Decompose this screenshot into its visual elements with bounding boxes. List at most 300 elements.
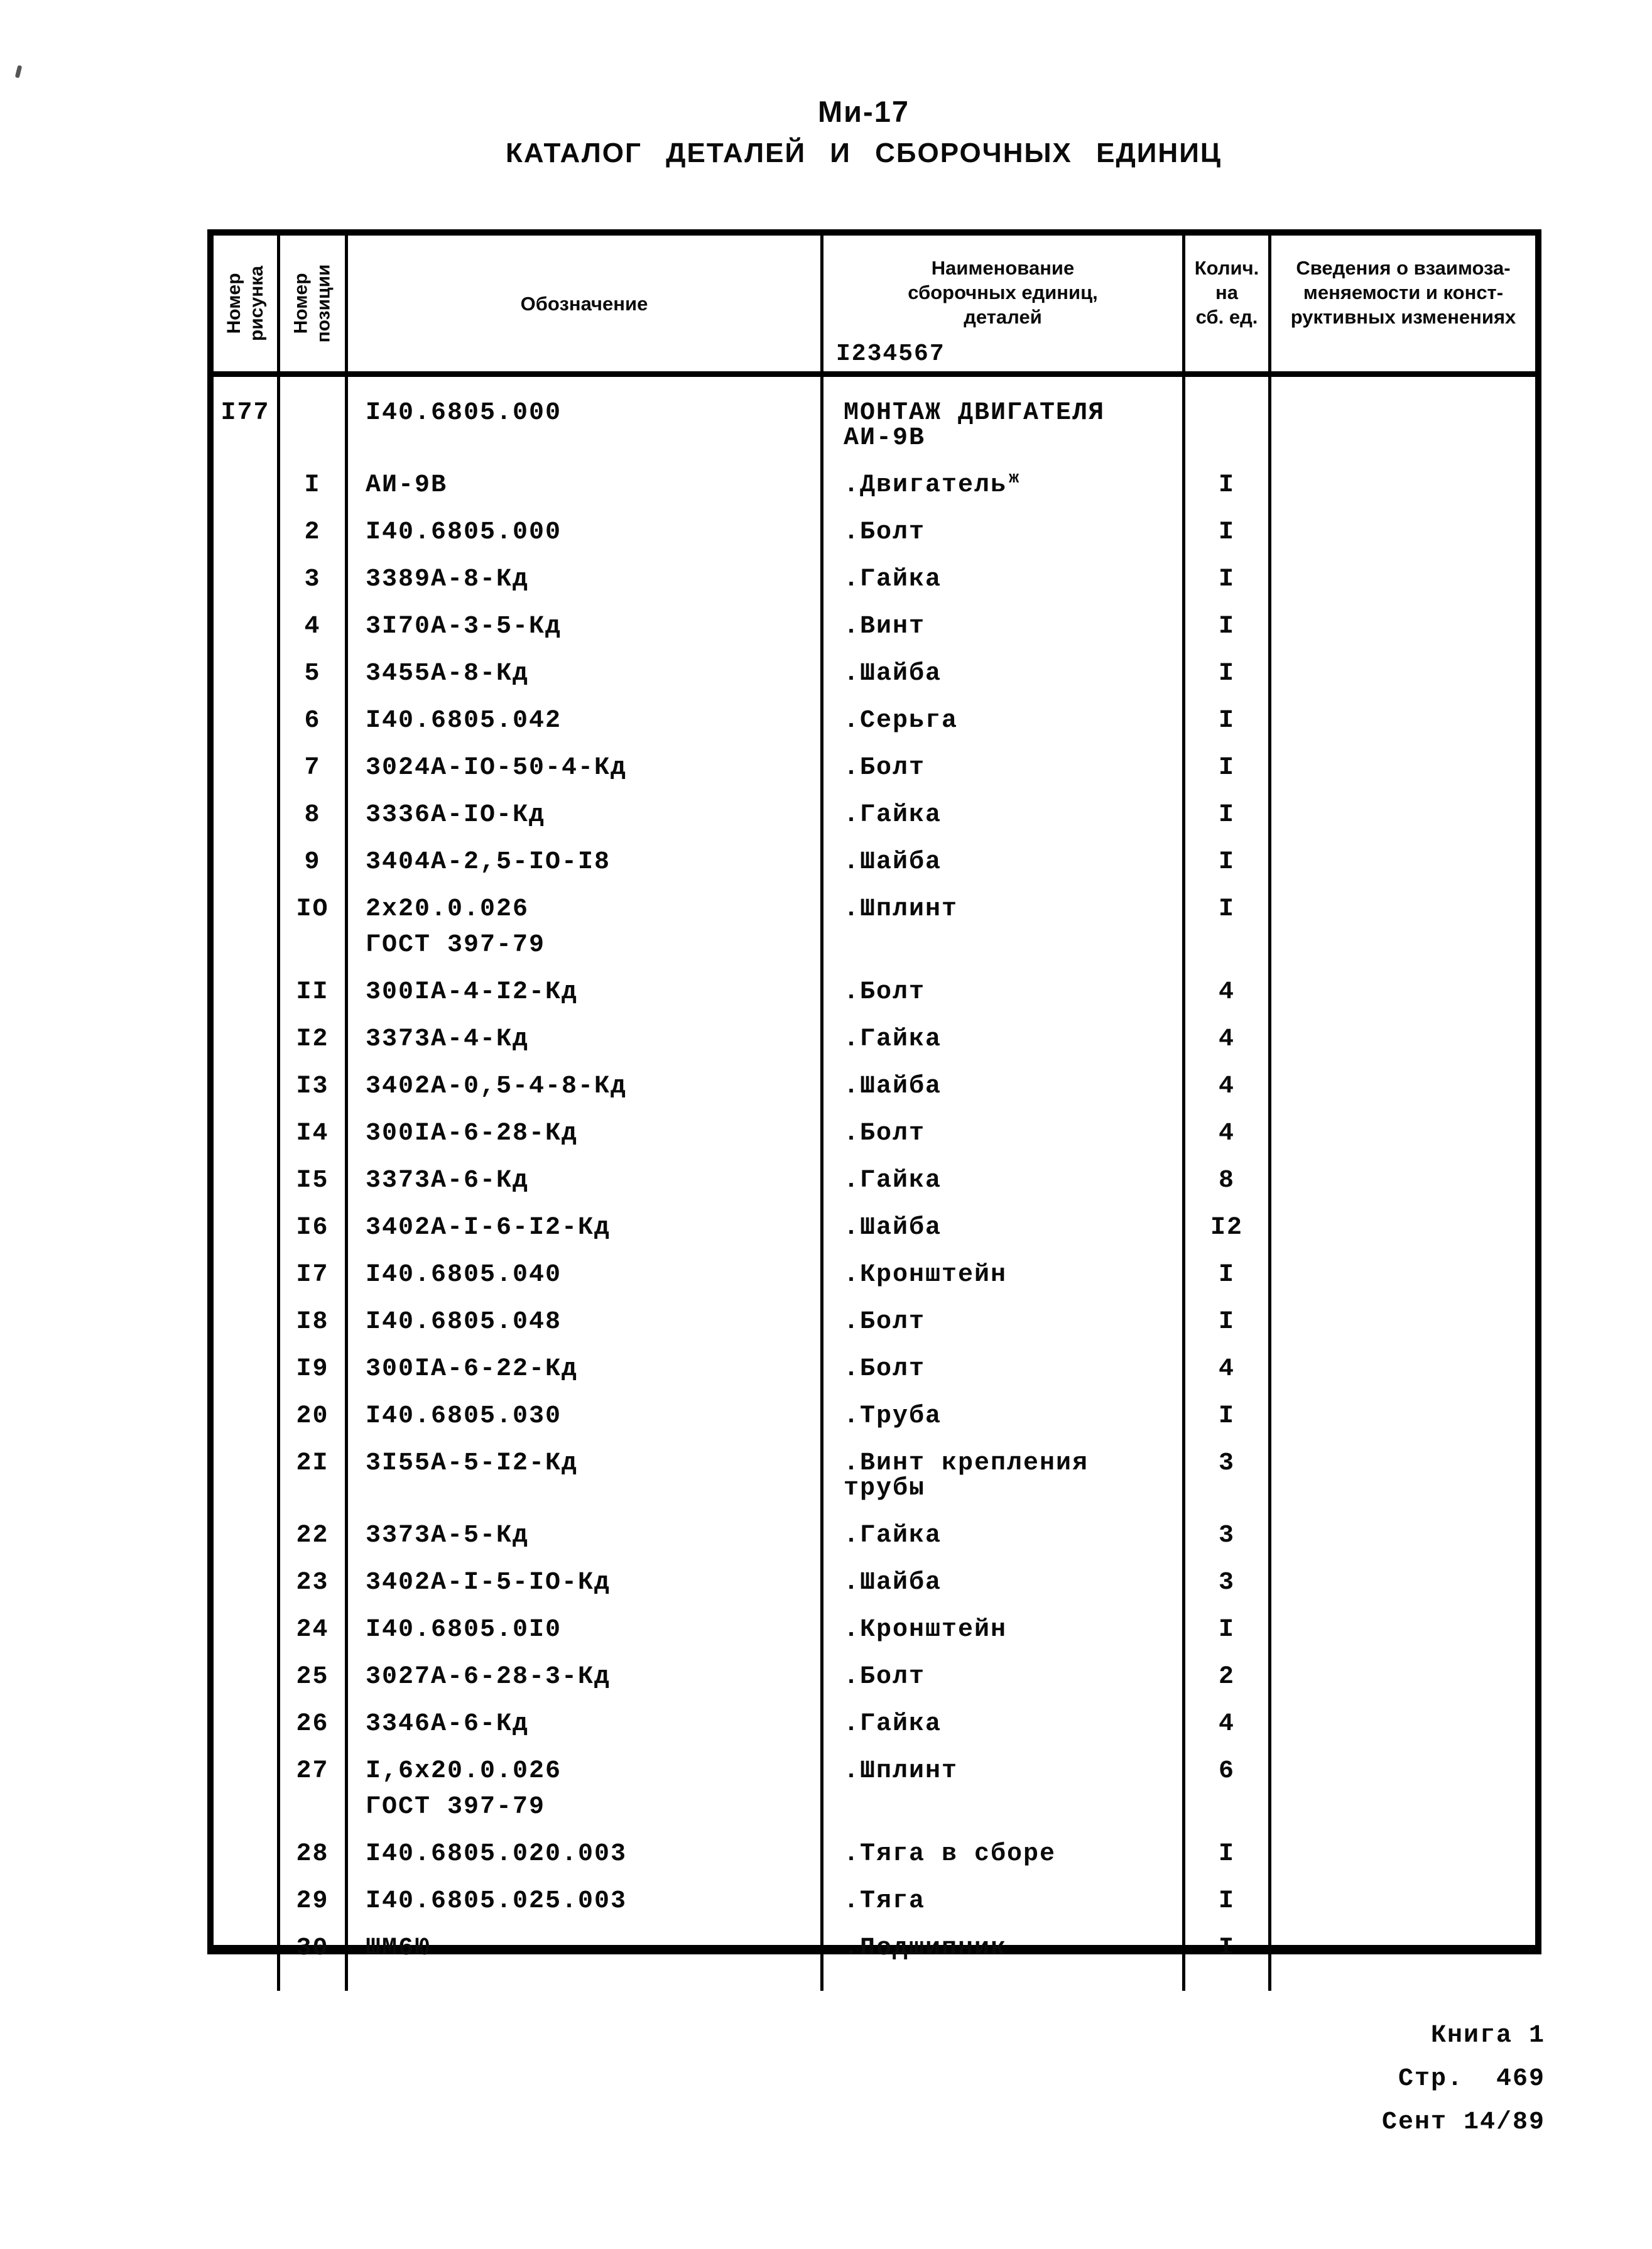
designation-cell [348, 792, 823, 839]
designation-cell [348, 1346, 823, 1393]
figure-cell [214, 1346, 280, 1393]
quantity-cell: I [1185, 1606, 1271, 1653]
figure-cell [214, 744, 280, 792]
figure-cell [214, 1016, 280, 1063]
figure-cell [214, 886, 280, 969]
notes-cell [1271, 697, 1535, 744]
header-figure-number [214, 236, 280, 371]
table-row [214, 509, 1535, 556]
designation-line1: 300IА-6-22-Кд [366, 1355, 579, 1383]
figure-cell [214, 1157, 280, 1204]
designation-line1: I40.6805.030 [366, 1402, 562, 1430]
position-cell: I [280, 462, 348, 509]
designation-cell [348, 1925, 823, 1972]
position-cell: IO [280, 886, 348, 969]
position-cell: 26 [280, 1701, 348, 1748]
notes-cell [1271, 886, 1535, 969]
position-cell: I4 [280, 1110, 348, 1157]
part-name: .Гайка [844, 1522, 942, 1550]
designation-line1: 2x20.0.026 [366, 895, 530, 923]
table-row [214, 886, 1535, 969]
position-cell: I8 [280, 1299, 348, 1346]
part-name: .Шплинт [844, 895, 959, 923]
position-cell: II [280, 969, 348, 1016]
notes-cell [1271, 1299, 1535, 1346]
scan-artifact [15, 65, 23, 78]
designation-line1: 300IА-6-28-Кд [366, 1119, 579, 1148]
quantity-cell: I [1185, 603, 1271, 650]
table-row [214, 1016, 1535, 1063]
figure-cell [214, 1299, 280, 1346]
designation-cell [348, 1157, 823, 1204]
quantity-cell: 8 [1185, 1157, 1271, 1204]
notes-cell [1271, 1701, 1535, 1748]
name-cell [823, 1393, 1185, 1440]
header-notes-line2: меняемости и конст- [1303, 281, 1504, 303]
table-row [214, 650, 1535, 697]
header-name-line1: Наименование [931, 257, 1075, 279]
designation-cell [348, 1440, 823, 1512]
part-name: .Шайба [844, 1072, 942, 1101]
header-designation-label: Обозначение [520, 292, 648, 315]
table-row [214, 1878, 1535, 1925]
designation-cell [348, 650, 823, 697]
part-name: .Кронштейн [844, 1261, 1008, 1289]
part-name: .Двигатель [844, 471, 1008, 499]
designation-cell [348, 1606, 823, 1653]
name-cell [823, 1512, 1185, 1559]
designation-line1: 3389А-8-Кд [366, 565, 530, 594]
name-cell [823, 1016, 1185, 1063]
designation-line2-gost: ГОСТ 397-79 [366, 931, 546, 959]
table-header-row [214, 236, 1535, 377]
position-cell: 5 [280, 650, 348, 697]
designation-line1: I40.6805.000 [366, 399, 562, 427]
designation-cell [348, 1063, 823, 1110]
figure-cell [214, 1653, 280, 1701]
header-name-column-ruler: I234567 [836, 340, 945, 368]
notes-cell [1271, 1016, 1535, 1063]
table-row [214, 1831, 1535, 1878]
quantity-cell: 4 [1185, 1346, 1271, 1393]
quantity-cell [1185, 377, 1271, 462]
notes-cell [1271, 650, 1535, 697]
name-cell [823, 377, 1185, 462]
name-cell [823, 1204, 1185, 1251]
figure-cell [214, 1440, 280, 1512]
position-cell: I7 [280, 1251, 348, 1299]
quantity-cell: I [1185, 839, 1271, 886]
empty-cell [348, 1972, 823, 1991]
table-row [214, 1559, 1535, 1606]
header-designation [348, 236, 823, 371]
notes-cell [1271, 603, 1535, 650]
notes-cell [1271, 792, 1535, 839]
table-row [214, 744, 1535, 792]
designation-line1: I40.6805.020.003 [366, 1840, 628, 1868]
table-row [214, 1346, 1535, 1393]
notes-cell [1271, 744, 1535, 792]
designation-cell [348, 1559, 823, 1606]
name-cell [823, 1440, 1185, 1512]
designation-line1: I40.6805.040 [366, 1261, 562, 1289]
table-row [214, 1512, 1535, 1559]
figure-cell [214, 1878, 280, 1925]
header-notes [1271, 236, 1535, 371]
figure-cell [214, 697, 280, 744]
header-figure-number-rotated-text [223, 266, 268, 341]
part-name: .Гайка [844, 801, 942, 829]
figure-cell [214, 1063, 280, 1110]
designation-line1: ШМ6Ю [366, 1934, 432, 1963]
designation-line1: 3024А-IO-50-4-Кд [366, 754, 628, 782]
designation-line1: 3346А-6-Кд [366, 1710, 530, 1738]
designation-line1: 3373А-4-Кд [366, 1025, 530, 1054]
part-name: .Гайка [844, 1025, 942, 1054]
part-name: .Тяга в сборе [844, 1840, 1057, 1868]
quantity-cell: 4 [1185, 969, 1271, 1016]
header-position-number [280, 236, 348, 371]
position-cell: I6 [280, 1204, 348, 1251]
table-empty-space [214, 1972, 1535, 1991]
figure-cell [214, 650, 280, 697]
table-row [214, 697, 1535, 744]
part-name: .Подшипник [844, 1934, 1008, 1963]
table-row [214, 1653, 1535, 1701]
notes-cell [1271, 462, 1535, 509]
part-name: .Винт [844, 613, 926, 641]
designation-line1: 3402А-I-6-I2-Кд [366, 1214, 611, 1242]
name-cell [823, 1653, 1185, 1701]
notes-cell [1271, 377, 1535, 462]
footer-date: Сент 14/89 [1381, 2108, 1545, 2137]
parts-table [207, 229, 1541, 1963]
designation-line1: I,6x20.0.026 [366, 1757, 562, 1785]
footer-page-number: Стр. 469 [1398, 2065, 1545, 2093]
designation-line1: 3404А-2,5-IO-I8 [366, 848, 611, 876]
figure-cell [214, 1701, 280, 1748]
notes-cell [1271, 1063, 1535, 1110]
name-cell [823, 839, 1185, 886]
header-name [823, 236, 1185, 371]
designation-line1: I40.6805.0I0 [366, 1616, 562, 1644]
table-row [214, 603, 1535, 650]
part-name: .Винт крепления трубы [844, 1449, 1089, 1503]
designation-line1: I40.6805.000 [366, 518, 562, 547]
table-row [214, 1063, 1535, 1110]
table-row [214, 839, 1535, 886]
position-cell: 22 [280, 1512, 348, 1559]
quantity-cell: I [1185, 744, 1271, 792]
part-name: .Шайба [844, 660, 942, 688]
name-cell [823, 650, 1185, 697]
name-cell [823, 556, 1185, 603]
part-name: .Болт [844, 1355, 926, 1383]
part-name: .Серьга [844, 707, 959, 735]
position-cell [280, 377, 348, 462]
quantity-cell: I2 [1185, 1204, 1271, 1251]
figure-cell [214, 1393, 280, 1440]
part-name: .Болт [844, 1308, 926, 1336]
designation-cell [348, 886, 823, 969]
quantity-cell: 4 [1185, 1016, 1271, 1063]
designation-line1: 3I70А-3-5-Кд [366, 613, 562, 641]
notes-cell [1271, 1346, 1535, 1393]
notes-cell [1271, 556, 1535, 603]
name-cell [823, 1925, 1185, 1972]
name-cell [823, 1299, 1185, 1346]
name-cell [823, 1157, 1185, 1204]
footnote-asterisk: ж [1009, 469, 1021, 488]
header-notes-line3: руктивных изменениях [1290, 306, 1516, 328]
quantity-cell: 6 [1185, 1748, 1271, 1831]
figure-cell [214, 556, 280, 603]
quantity-cell: I [1185, 1878, 1271, 1925]
notes-cell [1271, 1512, 1535, 1559]
figure-cell [214, 1606, 280, 1653]
header-name-line2: сборочных единиц, [908, 281, 1098, 303]
empty-cell [280, 1972, 348, 1991]
header-quantity-line3: сб. ед. [1195, 306, 1258, 328]
notes-cell [1271, 509, 1535, 556]
position-cell: 28 [280, 1831, 348, 1878]
figure-cell [214, 1748, 280, 1831]
notes-cell [1271, 1606, 1535, 1653]
designation-cell [348, 1299, 823, 1346]
name-cell [823, 603, 1185, 650]
position-cell: 3 [280, 556, 348, 603]
quantity-cell: I [1185, 1925, 1271, 1972]
position-cell: 30 [280, 1925, 348, 1972]
name-cell [823, 697, 1185, 744]
position-cell: 24 [280, 1606, 348, 1653]
quantity-cell: I [1185, 1299, 1271, 1346]
page-title: Ми-17 [818, 95, 910, 128]
designation-cell [348, 1204, 823, 1251]
designation-line1: АИ-9В [366, 471, 448, 499]
empty-cell [1271, 1972, 1535, 1991]
quantity-cell: 4 [1185, 1110, 1271, 1157]
position-cell: 8 [280, 792, 348, 839]
position-cell: I5 [280, 1157, 348, 1204]
name-cell [823, 1559, 1185, 1606]
notes-cell [1271, 1925, 1535, 1972]
quantity-cell: I [1185, 462, 1271, 509]
part-name: .Гайка [844, 565, 942, 594]
header-quantity-line2: на [1215, 281, 1238, 303]
designation-cell [348, 1393, 823, 1440]
part-name: .Шплинт [844, 1757, 959, 1785]
notes-cell [1271, 839, 1535, 886]
position-cell: 4 [280, 603, 348, 650]
designation-line1: 3373А-5-Кд [366, 1522, 530, 1550]
part-name: .Гайка [844, 1710, 942, 1738]
table-row [214, 1110, 1535, 1157]
notes-cell [1271, 969, 1535, 1016]
header-position-line1: Номер [290, 273, 312, 334]
position-cell: 27 [280, 1748, 348, 1831]
figure-cell [214, 839, 280, 886]
designation-cell [348, 556, 823, 603]
part-name: .Шайба [844, 1214, 942, 1242]
designation-line1: I40.6805.025.003 [366, 1887, 628, 1915]
page-subtitle: КАТАЛОГ ДЕТАЛЕЙ И СБОРОЧНЫХ ЕДИНИЦ [506, 138, 1222, 168]
quantity-cell: I [1185, 1393, 1271, 1440]
figure-cell [214, 1110, 280, 1157]
name-cell [823, 1606, 1185, 1653]
name-cell [823, 1346, 1185, 1393]
name-cell [823, 886, 1185, 969]
header-figure-line1: Номер [223, 273, 244, 334]
name-cell [823, 1748, 1185, 1831]
designation-cell [348, 1701, 823, 1748]
figure-cell [214, 1204, 280, 1251]
designation-line2-gost: ГОСТ 397-79 [366, 1793, 546, 1821]
empty-cell [1185, 1972, 1271, 1991]
table-row [214, 1440, 1535, 1512]
name-cell [823, 792, 1185, 839]
part-name: .Болт [844, 754, 926, 782]
header-position-line2: позиции [313, 264, 334, 343]
table-row [214, 1393, 1535, 1440]
table-row [214, 1748, 1535, 1831]
name-cell [823, 462, 1185, 509]
figure-cell [214, 1559, 280, 1606]
position-cell: 29 [280, 1878, 348, 1925]
notes-cell [1271, 1110, 1535, 1157]
header-notes-line1: Сведения о взаимоза- [1296, 257, 1511, 279]
position-cell: I3 [280, 1063, 348, 1110]
designation-line1: 3455А-8-Кд [366, 660, 530, 688]
name-cell [823, 969, 1185, 1016]
designation-cell [348, 1878, 823, 1925]
header-figure-line2: рисунка [246, 266, 267, 341]
figure-cell [214, 1925, 280, 1972]
designation-cell [348, 1748, 823, 1831]
figure-cell [214, 792, 280, 839]
part-name: .Шайба [844, 848, 942, 876]
quantity-cell: 3 [1185, 1559, 1271, 1606]
table-row [214, 556, 1535, 603]
designation-cell [348, 1110, 823, 1157]
notes-cell [1271, 1440, 1535, 1512]
quantity-cell: I [1185, 650, 1271, 697]
part-name: .Болт [844, 518, 926, 547]
designation-cell [348, 1831, 823, 1878]
table-row [214, 1157, 1535, 1204]
designation-cell [348, 1016, 823, 1063]
designation-cell [348, 603, 823, 650]
part-name: .Тяга [844, 1887, 926, 1915]
part-name: .Кронштейн [844, 1616, 1008, 1644]
table-body [214, 377, 1535, 1963]
designation-line1: 3027А-6-28-3-Кд [366, 1663, 611, 1691]
quantity-cell: I [1185, 509, 1271, 556]
name-cell [823, 1878, 1185, 1925]
notes-cell [1271, 1251, 1535, 1299]
part-name: МОНТАЖ ДВИГАТЕЛЯ АИ-9В [844, 399, 1106, 452]
empty-cell [823, 1972, 1185, 1991]
table-row [214, 462, 1535, 509]
quantity-cell: 3 [1185, 1440, 1271, 1512]
name-cell [823, 1251, 1185, 1299]
designation-line1: 300IА-4-I2-Кд [366, 978, 579, 1006]
notes-cell [1271, 1831, 1535, 1878]
position-cell: 9 [280, 839, 348, 886]
empty-cell [214, 1972, 280, 1991]
position-cell: I9 [280, 1346, 348, 1393]
quantity-cell: I [1185, 1251, 1271, 1299]
table-row [214, 1606, 1535, 1653]
notes-cell [1271, 1393, 1535, 1440]
designation-line1: 3373А-6-Кд [366, 1167, 530, 1195]
quantity-cell: 2 [1185, 1653, 1271, 1701]
quantity-cell: 4 [1185, 1701, 1271, 1748]
table-row [214, 1299, 1535, 1346]
designation-line1: I40.6805.048 [366, 1308, 562, 1336]
name-cell [823, 509, 1185, 556]
figure-cell: I77 [214, 377, 280, 462]
position-cell: 20 [280, 1393, 348, 1440]
part-name: .Болт [844, 1119, 926, 1148]
table-row [214, 1204, 1535, 1251]
name-cell [823, 744, 1185, 792]
notes-cell [1271, 1653, 1535, 1701]
designation-line1: 3336А-IO-Кд [366, 801, 546, 829]
designation-cell [348, 1653, 823, 1701]
designation-line1: I40.6805.042 [366, 707, 562, 735]
position-cell: 2 [280, 509, 348, 556]
notes-cell [1271, 1559, 1535, 1606]
designation-cell [348, 839, 823, 886]
part-name: .Гайка [844, 1167, 942, 1195]
designation-cell [348, 744, 823, 792]
designation-cell [348, 377, 823, 462]
table-row [214, 377, 1535, 462]
name-cell [823, 1110, 1185, 1157]
name-cell [823, 1831, 1185, 1878]
table-row [214, 1251, 1535, 1299]
notes-cell [1271, 1204, 1535, 1251]
page-footer [1382, 2014, 1545, 2144]
position-cell: 2I [280, 1440, 348, 1512]
designation-cell [348, 969, 823, 1016]
quantity-cell: I [1185, 1831, 1271, 1878]
figure-cell [214, 1831, 280, 1878]
part-name: .Болт [844, 1663, 926, 1691]
designation-line1: 3I55А-5-I2-Кд [366, 1449, 579, 1478]
position-cell: 6 [280, 697, 348, 744]
designation-cell [348, 462, 823, 509]
notes-cell [1271, 1878, 1535, 1925]
table-row [214, 1925, 1535, 1972]
figure-cell [214, 603, 280, 650]
quantity-cell: I [1185, 697, 1271, 744]
header-name-line3: деталей [964, 306, 1042, 328]
part-name: .Шайба [844, 1569, 942, 1597]
notes-cell [1271, 1748, 1535, 1831]
designation-cell [348, 1512, 823, 1559]
position-cell: 7 [280, 744, 348, 792]
designation-cell [348, 1251, 823, 1299]
designation-line1: 3402А-I-5-IO-Кд [366, 1569, 611, 1597]
quantity-cell: I [1185, 886, 1271, 969]
figure-cell [214, 462, 280, 509]
table-row [214, 1701, 1535, 1748]
footer-book: Книга 1 [1430, 2022, 1545, 2050]
figure-cell [214, 509, 280, 556]
position-cell: 23 [280, 1559, 348, 1606]
